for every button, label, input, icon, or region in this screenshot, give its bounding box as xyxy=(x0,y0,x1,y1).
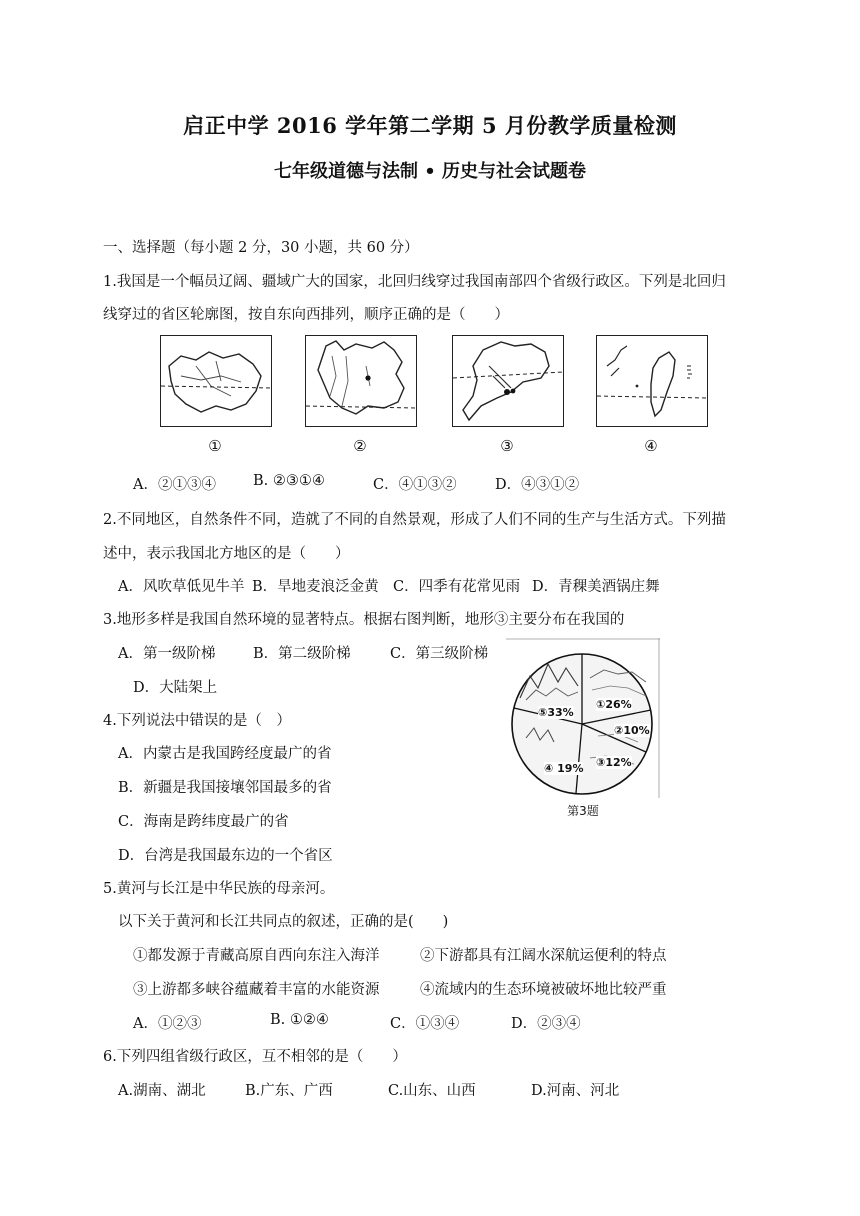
q6-option-d: D.河南、河北 xyxy=(531,1083,620,1099)
q2-text-line1: 2.不同地区，自然条件不同，造就了不同的自然景观，形成了人们不同的生产与生活方式。下列描 xyxy=(103,512,726,528)
q6-option-c: C.山东、山西 xyxy=(388,1083,476,1099)
q6-option-a: A.湖南、湖北 xyxy=(118,1083,206,1099)
q4-option-c: C．海南是跨纬度最广的省 xyxy=(118,814,289,830)
page-title: 启正中学 2016 学年第二学期 5 月份教学质量检测 xyxy=(183,113,677,138)
q1-option-c: C．④①③② xyxy=(373,477,457,493)
q5-option-d: D．②③④ xyxy=(511,1016,581,1032)
q2-text-line2: 述中，表示我国北方地区的是（ ） xyxy=(103,546,350,562)
q6-option-b: B.广东、广西 xyxy=(245,1083,333,1099)
section-heading: 一、选择题（每小题 2 分，30 小题，共 60 分） xyxy=(103,240,419,256)
q2-option-b: B．旱地麦浪泛金黄 xyxy=(252,579,379,595)
q3-figure-label-4: ④ 19% xyxy=(544,762,584,775)
q1-map-1 xyxy=(160,335,272,427)
q1-text-line1: 1.我国是一个幅员辽阔、疆域广大的国家，北回归线穿过我国南部四个省级行政区。下列是北回归 xyxy=(103,274,726,290)
q5-statement-1: ①都发源于青藏高原自西向东注入海洋 xyxy=(133,948,380,964)
q1-map-label-4: ④ xyxy=(644,437,658,455)
q1-map-4 xyxy=(596,335,708,427)
q1-option-a: A．②①③④ xyxy=(133,477,216,493)
q6-text-line1: 6.下列四组省级行政区，互不相邻的是（ ） xyxy=(103,1049,407,1065)
q3-figure-label-2: ②10% xyxy=(614,724,650,737)
q5-statement-4: ④流域内的生态环境被破坏地比较严重 xyxy=(420,982,667,998)
q3-option-d: D．大陆架上 xyxy=(133,680,218,696)
q3-option-b: B．第二级阶梯 xyxy=(253,646,351,662)
q5-text-line1: 5.黄河与长江是中华民族的母亲河。 xyxy=(103,881,335,897)
q4-text-line1: 4.下列说法中错误的是（ ） xyxy=(103,713,291,729)
q1-map-label-3: ③ xyxy=(500,437,514,455)
q3-landform-figure xyxy=(506,638,660,798)
q5-text-line2: 以下关于黄河和长江共同点的叙述，正确的是( ) xyxy=(118,914,449,930)
q1-map-label-2: ② xyxy=(353,437,367,455)
q5-statement-3: ③上游都多峡谷蕴藏着丰富的水能资源 xyxy=(133,982,380,998)
q5-option-b: B. ①②④ xyxy=(270,1012,329,1028)
q3-text-line1: 3.地形多样是我国自然环境的显著特点。根据右图判断，地形③主要分布在我国的 xyxy=(103,612,625,628)
q2-option-d: D．青稞美酒锅庄舞 xyxy=(532,579,660,595)
q4-option-d: D．台湾是我国最东边的一个省区 xyxy=(118,848,333,864)
q2-option-c: C．四季有花常见雨 xyxy=(393,579,521,595)
q4-option-a: A．内蒙古是我国跨经度最广的省 xyxy=(118,746,332,762)
page-subtitle: 七年级道德与法制 • 历史与社会试题卷 xyxy=(273,161,587,182)
q5-statement-2: ②下游都具有江阔水深航运便利的特点 xyxy=(420,948,667,964)
q3-figure-caption: 第3题 xyxy=(567,804,599,818)
q3-option-a: A．第一级阶梯 xyxy=(118,646,216,662)
q2-option-a: A．风吹草低见牛羊 xyxy=(118,579,245,595)
q1-option-b: B. ②③①④ xyxy=(253,473,325,489)
q5-option-a: A．①②③ xyxy=(133,1016,202,1032)
q1-map-label-1: ① xyxy=(208,437,222,455)
q3-option-c: C．第三级阶梯 xyxy=(390,646,489,662)
q3-figure-label-3: ③12% xyxy=(596,756,632,769)
q3-figure-label-1: ①26% xyxy=(596,698,632,711)
q1-text-line2: 线穿过的省区轮廓图，按自东向西排列，顺序正确的是（ ） xyxy=(103,307,509,323)
q5-option-c: C．①③④ xyxy=(390,1016,460,1032)
q1-map-2 xyxy=(305,335,417,427)
q1-option-d: D．④③①② xyxy=(495,477,580,493)
q1-map-3 xyxy=(452,335,564,427)
q4-option-b: B．新疆是我国接壤邻国最多的省 xyxy=(118,780,332,796)
q3-figure-label-5: ⑤33% xyxy=(538,706,574,719)
